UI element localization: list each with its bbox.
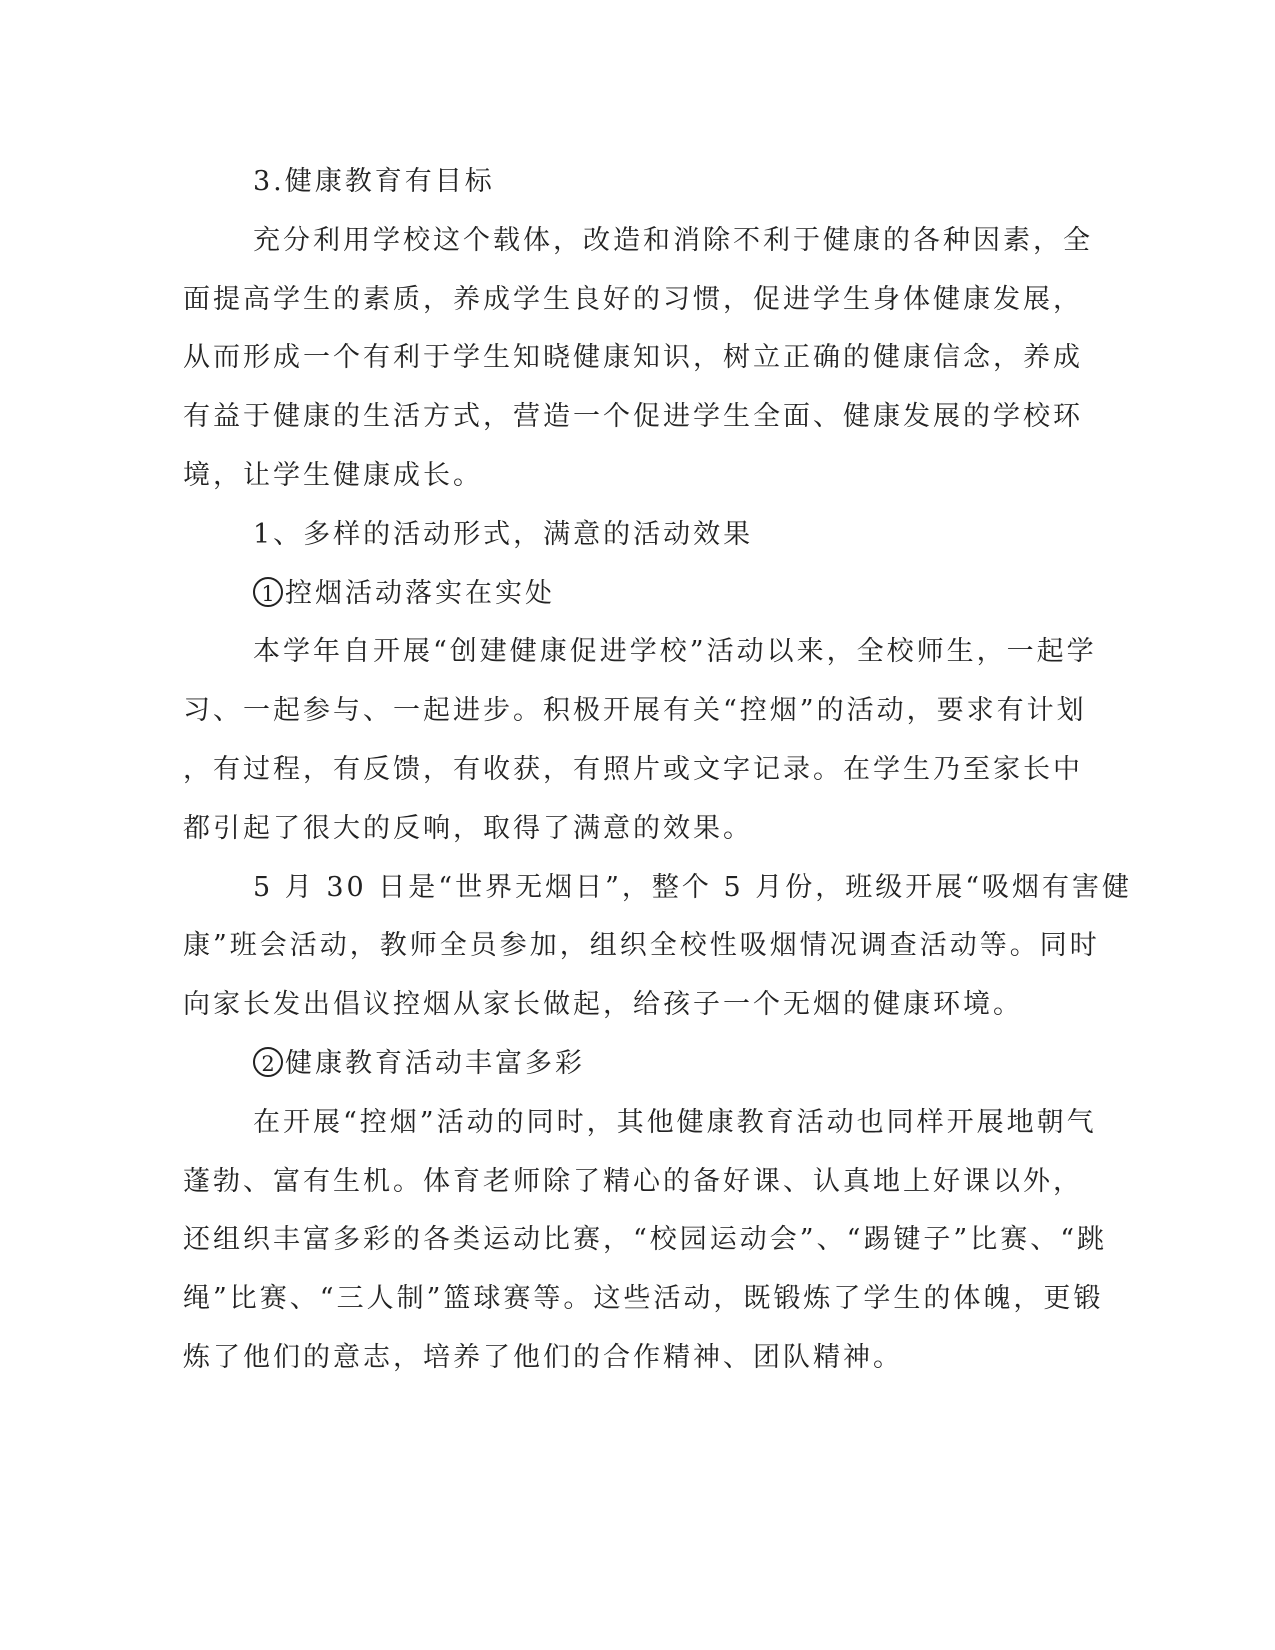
paragraph-line	[183, 983, 1083, 1042]
paragraph-line	[183, 336, 1083, 395]
line-text: 境，让学生健康成长。	[183, 459, 483, 491]
line-text: 绳”比赛、“三人制”篮球赛等。这些活动，既锻炼了学生的体魄，更锻	[183, 1283, 1104, 1315]
line-text: 向家长发出倡议控烟从家长做起，给孩子一个无烟的健康环境。	[183, 989, 1023, 1021]
line-text: 控烟活动落实在实处	[285, 577, 555, 609]
paragraph-line	[183, 219, 1093, 278]
paragraph-line	[183, 395, 1083, 454]
line-text: 还组织丰富多彩的各类运动比赛，“校园运动会”、“踢键子”比赛、“跳	[183, 1224, 1108, 1256]
line-text: 3.健康教育有目标	[253, 166, 495, 197]
line-text: 都引起了很大的反响，取得了满意的效果。	[183, 812, 753, 844]
line-text: ，有过程，有反馈，有收获，有照片或文字记录。在学生乃至家长中	[183, 753, 1083, 785]
paragraph-line	[183, 866, 1133, 925]
paragraph-line	[183, 1101, 1097, 1160]
line-text: 炼了他们的意志，培养了他们的合作精神、团队精神。	[183, 1341, 903, 1373]
paragraph-line	[183, 454, 1083, 513]
line-text: 本学年自开展“创建健康促进学校”活动以来，全校师生，一起学	[253, 636, 1097, 668]
paragraph-line	[183, 748, 1083, 807]
paragraph-line	[183, 630, 1097, 689]
document-body	[183, 160, 1133, 1395]
circled-number-marker: 2	[253, 1047, 283, 1077]
paragraph-line	[183, 924, 1100, 983]
subheading-smoking-control	[183, 572, 1083, 631]
line-text: 健康教育活动丰富多彩	[285, 1047, 585, 1079]
line-text: 充分利用学校这个载体，改造和消除不利于健康的各种因素，全	[253, 224, 1093, 256]
paragraph-line	[183, 1277, 1104, 1336]
line-text: 蓬勃、富有生机。体育老师除了精心的备好课、认真地上好课以外，	[183, 1165, 1083, 1197]
line-text: 习、一起参与、一起进步。积极开展有关“控烟”的活动，要求有计划	[183, 695, 1087, 727]
line-text: 有益于健康的生活方式，营造一个促进学生全面、健康发展的学校环	[183, 401, 1083, 433]
line-text: 5 月 30 日是“世界无烟日”，整个 5 月份，班级开展“吸烟有害健	[253, 871, 1133, 903]
paragraph-line	[183, 689, 1087, 748]
paragraph-line	[183, 1160, 1083, 1219]
paragraph-line	[183, 278, 1083, 337]
section-heading-health-goals	[183, 160, 1083, 219]
paragraph-line	[183, 1336, 1083, 1395]
paragraph-line	[183, 807, 1083, 866]
paragraph-line	[183, 1218, 1108, 1277]
line-text: 在开展“控烟”活动的同时，其他健康教育活动也同样开展地朝气	[253, 1106, 1097, 1138]
circled-number-marker: 1	[253, 577, 283, 607]
line-text: 康”班会活动，教师全员参加，组织全校性吸烟情况调查活动等。同时	[183, 930, 1100, 962]
line-text: 面提高学生的素质，养成学生良好的习惯，促进学生身体健康发展，	[183, 283, 1083, 315]
line-text: 1、多样的活动形式，满意的活动效果	[253, 518, 754, 550]
line-text: 从而形成一个有利于学生知晓健康知识，树立正确的健康信念，养成	[183, 342, 1083, 374]
section-heading-activities	[183, 513, 1083, 572]
subheading-health-activities	[183, 1042, 1083, 1101]
